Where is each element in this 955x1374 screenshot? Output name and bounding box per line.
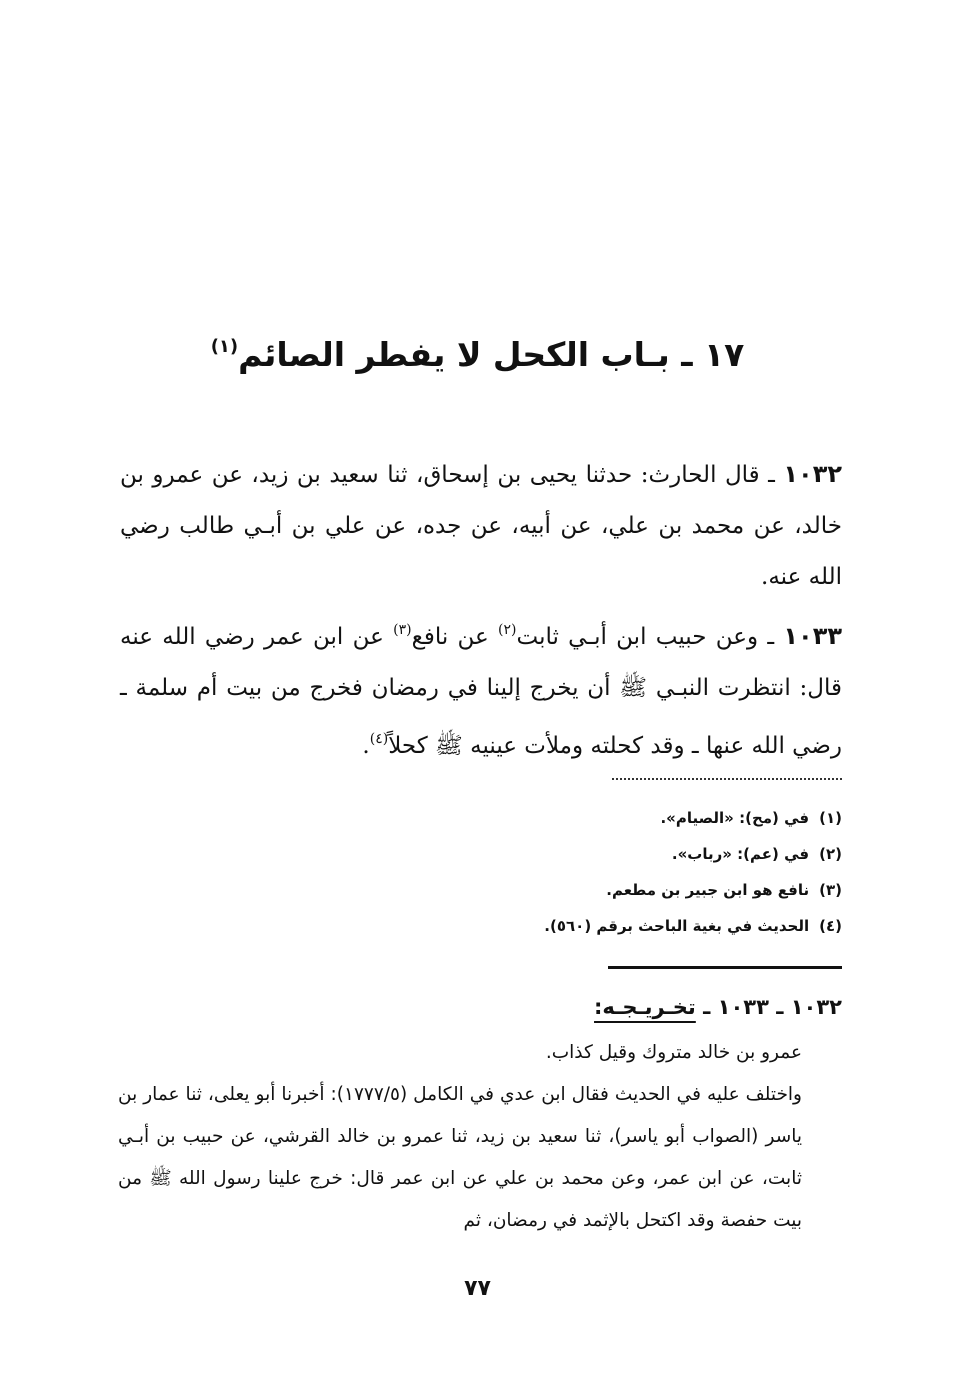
hadith-body-part-1: وعن حبيب ابن أبـي ثابت xyxy=(516,624,759,650)
takhrij-numbers: ١٠٣٢ ـ ١٠٣٣ ـ xyxy=(695,995,842,1019)
footnote-separator-dots xyxy=(612,778,842,786)
footnote-item xyxy=(300,800,842,836)
hadith-separator: ـ xyxy=(759,462,784,488)
hadith-number: ١٠٣٣ xyxy=(783,622,842,650)
hadith-body-part-3: عن ابن عمر رضي الله عنه قال: انتظرت النبـي ﷺ أن يخرج إلينا في رمضان فخرج من بيت أم سلمة ـ رضي الله عنها ـ وقد كحلته وملأت عينيه ﷺ كحلاً xyxy=(120,624,842,759)
takhrij-heading xyxy=(300,990,842,1024)
footnote-item xyxy=(300,836,842,872)
hadith-1032-text xyxy=(120,449,842,603)
footnote-number: (١) xyxy=(819,809,842,827)
footnote-ref-2: (٢) xyxy=(498,622,517,638)
footnote-number: (٤) xyxy=(819,917,842,935)
footnote-text: نافع هو ابن جبير بن مطعم. xyxy=(606,881,810,899)
hadith-1033 xyxy=(120,605,842,775)
hadith-separator: ـ xyxy=(758,624,784,650)
hadith-number: ١٠٣٢ xyxy=(783,460,842,488)
footnote-ref-1: (١) xyxy=(210,336,239,357)
footnote-text: في (عم): «رباب». xyxy=(671,845,810,863)
hadith-1033-text xyxy=(120,605,842,772)
footnote-item xyxy=(300,908,842,944)
footnote-number: (٢) xyxy=(819,845,842,863)
hadith-body: قال الحارث: حدثنا يحيى بن إسحاق، ثنا سعيد بن زيد، عن عمرو بن خالد، عن محمد بن علي، عن أبيه، عن جده، عن علي بن أبـي طالب رضي الله عنه. xyxy=(120,462,842,590)
page-number: ٧٧ xyxy=(464,1276,491,1301)
footnote-ref-3: (٣) xyxy=(393,622,412,638)
footnotes-list xyxy=(300,800,842,944)
takhrij-body xyxy=(118,1032,842,1242)
footnote-text: الحديث في بغية الباحث برقم (٥٦٠). xyxy=(544,917,810,935)
hadith-1032 xyxy=(120,449,842,606)
takhrij-paragraph-1: عمرو بن خالد متروك وقيل كذاب. xyxy=(545,1042,802,1063)
chapter-title-text: ١٧ ـ بـاب الكحل لا يفطر الصائم xyxy=(238,335,745,374)
footnote-text: في (مح): «الصيام». xyxy=(660,809,810,827)
chapter-title xyxy=(0,322,955,380)
footnote-ref-4: (٤) xyxy=(369,731,389,747)
takhrij-paragraph-2: واختلف عليه في الحديث فقال ابن عدي في الكامل (١٧٧٧/٥): أخبرنا أبو يعلى، ثنا عمار بن ياسر (الصواب أبو ياسر)، ثنا سعيد بن زيد، ثنا عمرو بن خالد القرشي، عن حبيب بن أبـي ثابت، عن ابن عمر، وعن محمد بن علي عن ابن عمر قال: خرج علينا رسول الله ﷺ من بيت حفصة وقد اكتحل بالإثمد في رمضان، ثم xyxy=(118,1084,802,1231)
hadith-end: . xyxy=(362,733,370,759)
hadith-body-part-2: عن نافع xyxy=(411,624,499,650)
takhrij-label: تخـريـجـه: xyxy=(594,995,696,1019)
footnote-item xyxy=(300,872,842,908)
section-divider-rule xyxy=(608,966,842,969)
footnote-number: (٣) xyxy=(819,881,842,899)
